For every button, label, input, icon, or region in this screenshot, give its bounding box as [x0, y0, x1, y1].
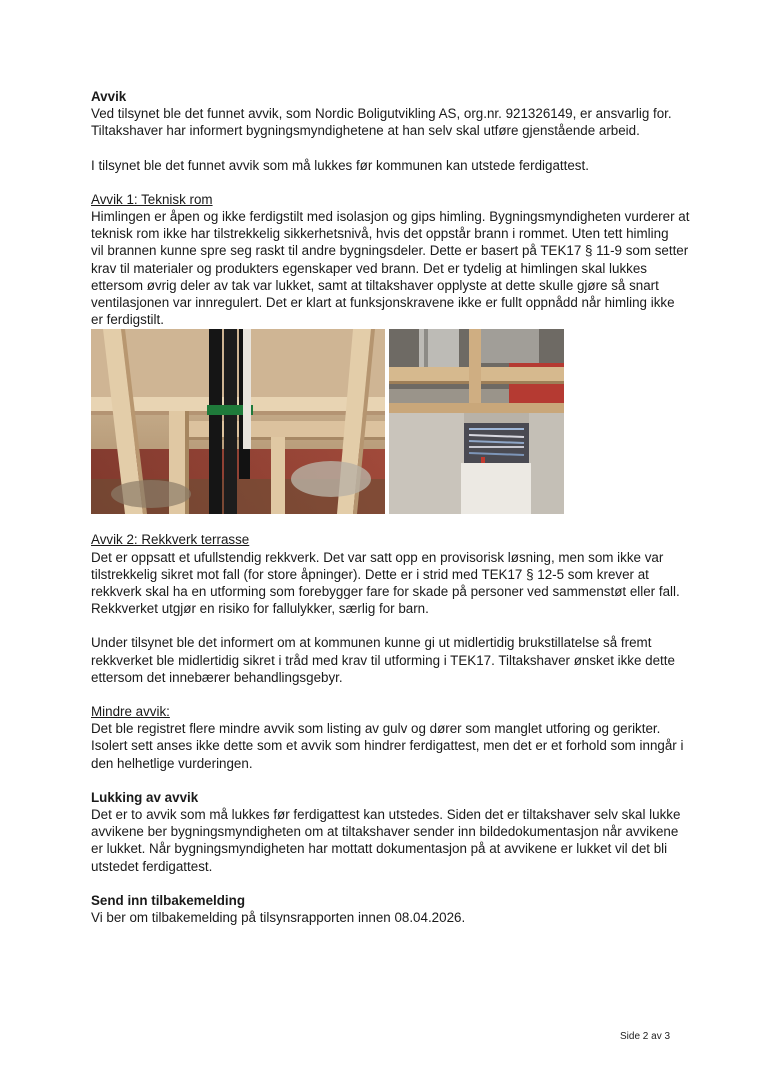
lukking-heading: Lukking av avvik	[91, 789, 199, 805]
avvik-line-1: Ved tilsynet ble det funnet avvik, som Nordic Boligutvikling AS, org.nr. 921326149, er ansvarlig for.	[91, 106, 672, 122]
lukking-line: Det er to avvik som må lukkes før ferdigattest kan utstedes. Siden det er tiltakshaver selv skal lukke	[91, 807, 681, 823]
ceiling-photo-pipes	[91, 329, 385, 514]
ceiling-photo-pipes-image	[91, 329, 385, 514]
document-page	[91, 88, 691, 926]
mindre-avvik-line: den helhetlige vurderingen.	[91, 755, 253, 771]
mindre-avvik-line: Det ble registret flere mindre avvik som listing av gulv og dører som manglet utforing og gerikter.	[91, 721, 661, 737]
avvik1-line: Himlingen er åpen og ikke ferdigstilt med isolasjon og gips himling. Bygningsmyndigheten vurderer at	[91, 209, 690, 225]
avvik2-line: ettersom det innebærer behandlingsgebyr.	[91, 669, 343, 685]
avvik1-line: ventilasjonen var innregulert. Det er klart at funksjonskravene ikke er fullt oppnådd når himling ikke	[91, 295, 675, 311]
lukking-line: avvikene ber bygningsmyndigheten om at tiltakshaver sender inn bildedokumentasjon når avvikene	[91, 824, 679, 840]
avvik2-heading: Avvik 2: Rekkverk terrasse	[91, 532, 250, 548]
mindre-avvik-line: Isolert sett anses ikke dette som et avvik som hindrer ferdigattest, men det er et forhold som inngår i	[91, 738, 684, 754]
page-number: Side 2 av 3	[620, 1031, 671, 1042]
avvik2-line: rekkverk skal ha en utforming som forebygger fare for skade på personer ved sammenstøt eller fall.	[91, 584, 680, 600]
ceiling-photo-technical-room	[389, 329, 564, 514]
avvik1-heading: Avvik 1: Teknisk rom	[91, 191, 213, 207]
tilbakemelding-heading: Send inn tilbakemelding	[91, 892, 246, 908]
avvik2-line: Under tilsynet ble det informert om at kommunen kunne gi ut midlertidig brukstillatelse så fremt	[91, 635, 652, 651]
avvik-summary: I tilsynet ble det funnet avvik som må lukkes før kommunen kan utstede ferdigattest.	[91, 157, 589, 173]
avvik-line-2: Tiltakshaver har informert bygningsmyndighetene at han selv skal utføre gjenstående arbeid.	[91, 123, 640, 139]
lukking-line: utstedet ferdigattest.	[91, 858, 213, 874]
avvik1-line: krav til materialer og produkters egenskaper ved brann. Det er tydelig at himlingen skal lukkes	[91, 260, 647, 276]
photo-row	[91, 329, 691, 514]
lukking-line: er lukket. Når bygningsmyndigheten har mottatt dokumentasjon på at avvikene er lukket vil det bli	[91, 841, 668, 857]
avvik1-line: er ferdigstilt.	[91, 312, 164, 328]
avvik2-line: Rekkverket utgjør en risiko for fallulykker, særlig for barn.	[91, 601, 429, 617]
avvik-heading: Avvik	[91, 89, 127, 104]
avvik2-line: Det er oppsatt et ufullstendig rekkverk. Det var satt opp en provisorisk løsning, men som ikke var	[91, 549, 664, 565]
avvik1-line: ettersom øvrig deler av tak var lukket, samt at tiltakshaver opplyste at dette skulle gjøre så snart	[91, 277, 659, 293]
mindre-avvik-heading: Mindre avvik:	[91, 704, 170, 720]
avvik2-line: rekkverket ble midlertidig sikret i tråd med krav til utforming i TEK17. Tiltakshaver ønsket ikke dette	[91, 652, 675, 668]
avvik1-line: teknisk rom ikke har tilstrekkelig sikkerhetsnivå, hvis det oppstår brann i rommet. Uten tett himling	[91, 226, 669, 242]
tilbakemelding-line: Vi ber om tilbakemelding på tilsynsrapporten innen 08.04.2026.	[91, 910, 466, 926]
ceiling-photo-technical-room-image	[389, 329, 564, 514]
avvik1-line: vil brannen kunne spre seg raskt til andre bygningsdeler. Dette er basert på TEK17 § 11-9 som setter	[91, 243, 689, 259]
avvik2-line: tilstrekkelig sikret mot fall (for store åpninger). Dette er i strid med TEK17 § 12-5 som krever at	[91, 566, 649, 582]
